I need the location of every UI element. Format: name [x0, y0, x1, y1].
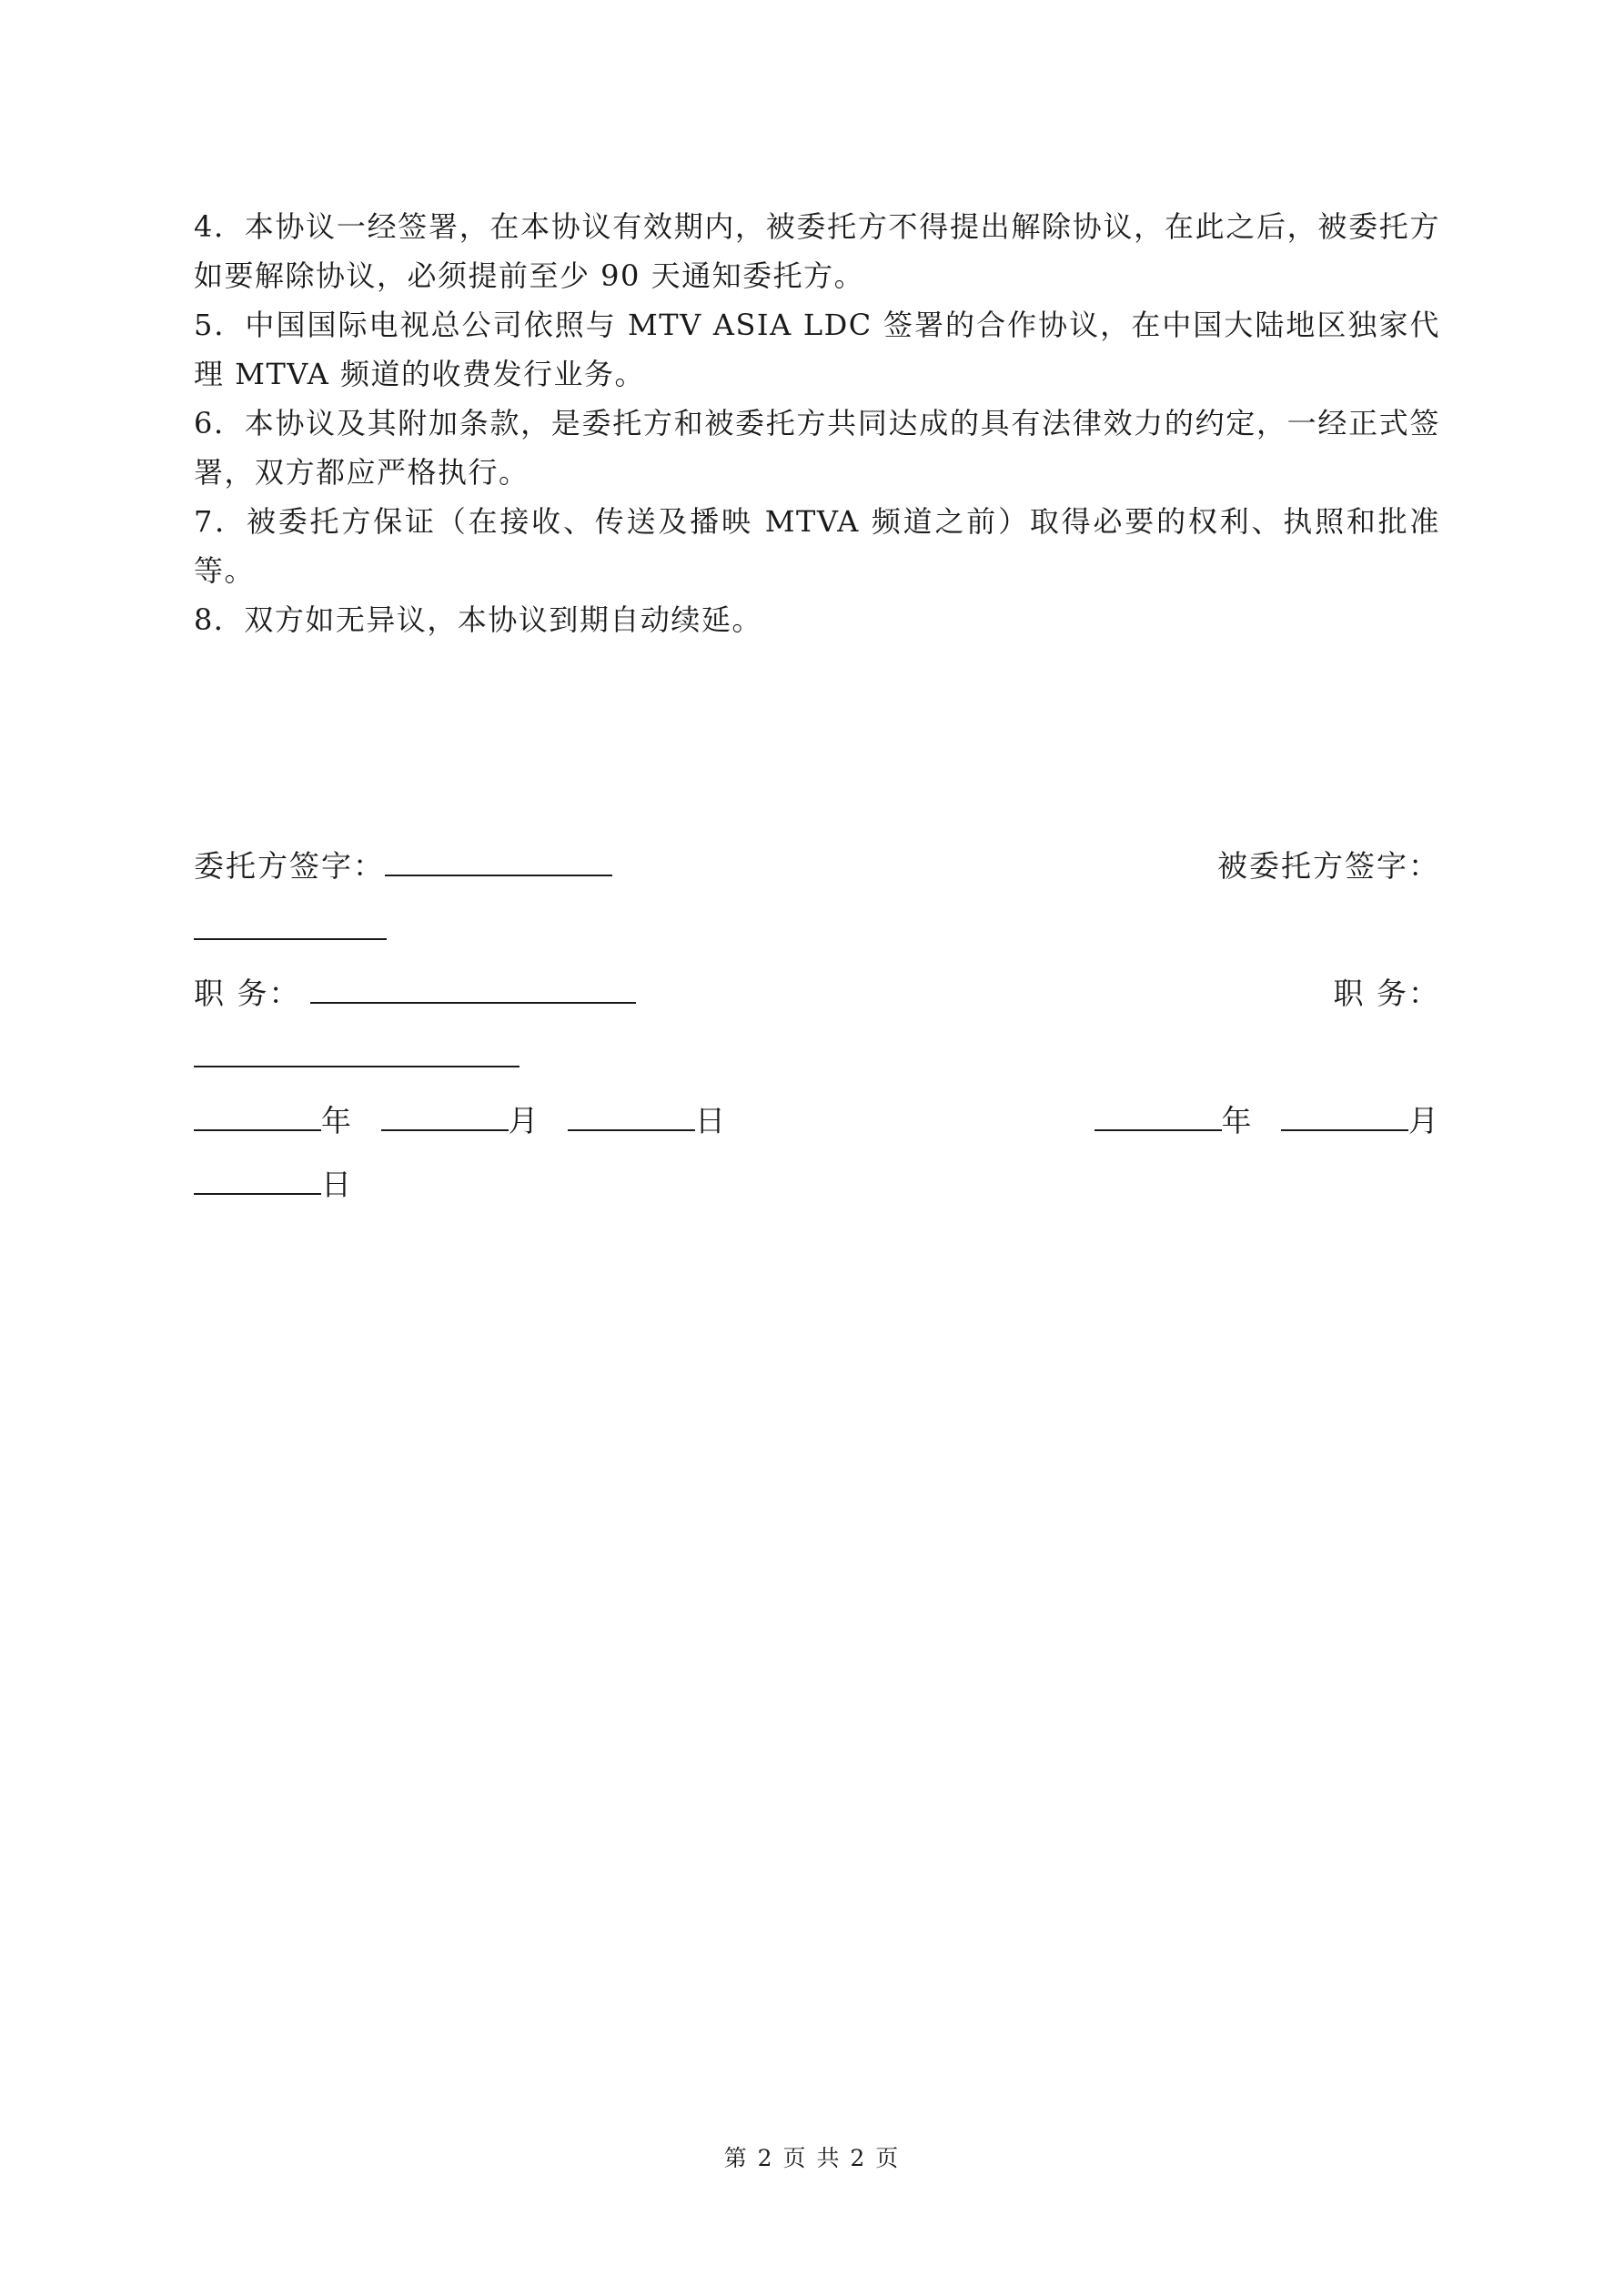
agent-date-group [1094, 1099, 1441, 1143]
clause-5: 5．中国国际电视总公司依照与 MTV ASIA LDC 签署的合作协议，在中国大陆地区独家代理 MTVA 频道的收费发行业务。 [194, 308, 1440, 391]
clause-4: 4．本协议一经签署，在本协议有效期内，被委托方不得提出解除协议，在此之后，被委托方如要解除协议，必须提前至少 90 天通知委托方。 [194, 209, 1440, 293]
agent-day-blank [194, 1166, 321, 1195]
clause-6: 6．本协议及其附加条款，是委托方和被委托方共同达成的具有法律效力的约定，一经正式签署，双方都应严格执行。 [194, 406, 1440, 490]
agent-position-blank [194, 1038, 519, 1067]
agent-position-label: 职 务： [1333, 976, 1440, 1011]
principal-year-label: 年 [321, 1103, 353, 1138]
principal-signature-blank [385, 847, 612, 876]
agent-signature-label: 被委托方签字： [1217, 848, 1440, 884]
clause-8: 8．双方如无异议，本协议到期自动续延。 [194, 602, 762, 637]
agent-day-line [194, 1163, 1440, 1207]
clause-7: 7．被委托方保证（在接收、传送及播映 MTVA 频道之前）取得必要的权利、执照和批准等。 [194, 504, 1440, 588]
agent-signature-line [194, 908, 1440, 952]
agent-year-blank [1094, 1102, 1222, 1131]
agent-month-blank [1281, 1102, 1408, 1131]
agent-day-label: 日 [321, 1167, 353, 1202]
principal-month-blank [381, 1102, 509, 1131]
principal-position-label: 职 务： [194, 976, 301, 1011]
clause-list [194, 202, 1440, 644]
position-row [194, 972, 1440, 1016]
signature-row [194, 845, 1440, 888]
date-row [194, 1099, 1440, 1143]
principal-position-blank [310, 975, 636, 1004]
principal-day-label: 日 [695, 1103, 727, 1138]
agent-month-label: 月 [1408, 1103, 1440, 1138]
agent-position-line [194, 1036, 1440, 1079]
agent-signature-blank [194, 911, 387, 940]
principal-signature-label: 委托方签字： [194, 848, 385, 884]
principal-month-label: 月 [508, 1103, 540, 1138]
agent-year-label: 年 [1221, 1103, 1254, 1138]
principal-day-blank [568, 1102, 695, 1131]
page-number: 第 2 页 共 2 页 [723, 2145, 901, 2171]
principal-year-blank [194, 1102, 321, 1131]
